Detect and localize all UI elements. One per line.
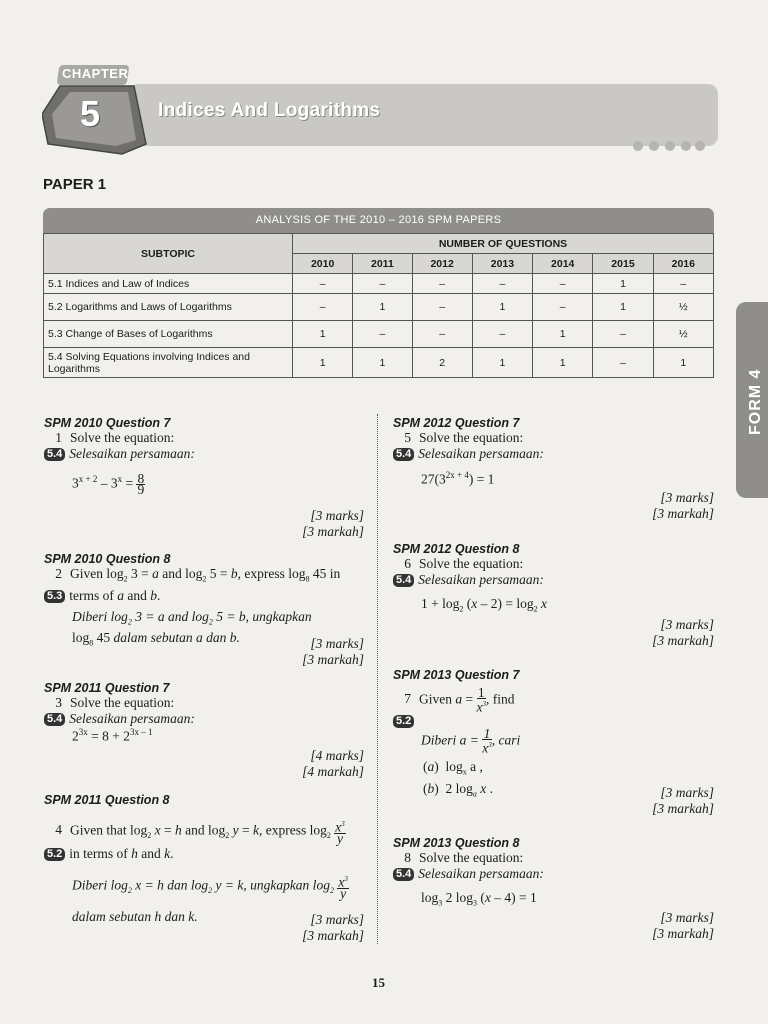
- equation: $\log_3 2$ $\log_3 (x - 4) = 1$: [421, 890, 537, 908]
- cell: –: [533, 294, 593, 321]
- question-number: 1: [55, 430, 62, 445]
- question-text-ms: Selesaikan persamaan:: [69, 446, 195, 461]
- table-row: [44, 321, 714, 348]
- subtopic-badge: 5.4: [44, 713, 65, 726]
- paper-heading: PAPER 1: [43, 176, 107, 193]
- marks: [590, 617, 714, 649]
- table-row: [44, 274, 714, 294]
- question-number: 4: [55, 822, 62, 838]
- question-number: 7: [404, 691, 411, 707]
- question-text-en: Solve the equation:: [419, 556, 524, 571]
- decorative-dots-icon: [628, 140, 708, 154]
- marks: [590, 785, 714, 817]
- subtopic-badge: 5.4: [393, 574, 414, 587]
- year-header: 2013: [472, 254, 532, 274]
- marks-ms: [3 markah]: [652, 926, 714, 941]
- marks: [240, 636, 364, 668]
- cell: –: [412, 294, 472, 321]
- subtopic-header: SUBTOPIC: [44, 234, 293, 274]
- row-label: 5.4 Solving Equations involving Indices and Logarithms: [44, 348, 293, 378]
- cell: –: [353, 321, 412, 348]
- cell: 1: [533, 348, 593, 378]
- question-heading: SPM 2013 Question 7: [393, 668, 520, 682]
- marks-en: [3 marks]: [660, 490, 714, 505]
- cell: 1: [472, 294, 532, 321]
- marks: [240, 508, 364, 540]
- row-label: 5.2 Logarithms and Laws of Logarithms: [44, 294, 293, 321]
- cell: ½: [653, 321, 713, 348]
- cell: 1: [593, 274, 653, 294]
- question-heading: SPM 2011 Question 7: [44, 681, 170, 695]
- equation: $27(3^{2x + 4}) = 1$: [421, 470, 495, 487]
- cell: 1: [293, 348, 353, 378]
- question-heading: SPM 2010 Question 8: [44, 552, 171, 566]
- question-6: [393, 542, 547, 614]
- question-text-ms: Selesaikan persamaan:: [418, 866, 544, 881]
- cell: 1: [353, 294, 412, 321]
- question-number: 2: [55, 566, 62, 581]
- row-label: 5.3 Change of Bases of Logarithms: [44, 321, 293, 348]
- marks-ms: [3 markah]: [302, 652, 364, 667]
- column-divider: [377, 414, 378, 944]
- subtopic-badge: 5.2: [44, 848, 65, 861]
- equation: $3^{x + 2} - 3^x$ = $\frac{8}{9}$: [72, 471, 145, 497]
- subtopic-badge: 5.4: [393, 868, 414, 881]
- question-heading: SPM 2013 Question 8: [393, 836, 520, 850]
- equation: $2^{3x} = 8 + 2^{3x - 1}$: [72, 727, 153, 744]
- question-number: 3: [55, 695, 62, 710]
- question-text-ms: Selesaikan persamaan:: [418, 572, 544, 587]
- subtopic-badge: 5.4: [44, 448, 65, 461]
- analysis-table-title: ANALYSIS OF THE 2010 – 2016 SPM PAPERS: [43, 208, 714, 233]
- marks: [240, 748, 364, 780]
- cell: –: [353, 274, 412, 294]
- cell: –: [472, 274, 532, 294]
- question-text-ms: Selesaikan persamaan:: [69, 711, 195, 726]
- marks-en: [3 marks]: [660, 617, 714, 632]
- chapter-label: CHAPTER: [62, 66, 129, 81]
- question-text-en: Solve the equation:: [70, 695, 175, 710]
- marks-ms: [3 markah]: [652, 633, 714, 648]
- table-row: [44, 294, 714, 321]
- question-text-en: Solve the equation:: [419, 850, 524, 865]
- year-header: 2011: [353, 254, 412, 274]
- analysis-table: [43, 208, 714, 378]
- question-text-en: Solve the equation:: [70, 430, 175, 445]
- subtopic-badge: 5.2: [393, 715, 414, 728]
- marks-ms: [4 markah]: [302, 764, 364, 779]
- marks-ms: [3 markah]: [652, 506, 714, 521]
- question-heading: SPM 2012 Question 7: [393, 416, 520, 430]
- subtopic-badge: 5.3: [44, 590, 65, 603]
- marks: [240, 912, 364, 944]
- question-heading: SPM 2012 Question 8: [393, 542, 520, 556]
- cell: –: [293, 294, 353, 321]
- question-number: 5: [404, 430, 411, 445]
- question-7: SPM 2013 Question 7 7 Given a = $\frac{1}{x^3}$ , find 5.2 Diberi a = $\frac{1}{x^3}$ , cari (a) $\log_x a$ , (b) 2 $\log_a x$ .: [393, 668, 713, 802]
- cell: 1: [533, 321, 593, 348]
- chapter-number: 5: [80, 93, 101, 134]
- marks-ms: [3 markah]: [302, 928, 364, 943]
- year-header: 2014: [533, 254, 593, 274]
- page-number: 15: [372, 975, 385, 990]
- subtopic-badge: 5.4: [393, 448, 414, 461]
- cell: 1: [293, 321, 353, 348]
- cell: –: [472, 321, 532, 348]
- questions-header: NUMBER OF QUESTIONS: [293, 234, 714, 254]
- question-text-ms: Selesaikan persamaan:: [418, 446, 544, 461]
- cell: –: [412, 274, 472, 294]
- year-header: 2016: [653, 254, 713, 274]
- marks-ms: [3 markah]: [302, 524, 364, 539]
- question-text-en: Solve the equation:: [419, 430, 524, 445]
- marks-en: [3 marks]: [660, 910, 714, 925]
- cell: 1: [593, 294, 653, 321]
- cell: ½: [653, 294, 713, 321]
- marks-en: [3 marks]: [310, 636, 364, 651]
- cell: –: [533, 274, 593, 294]
- question-heading: SPM 2010 Question 7: [44, 416, 171, 430]
- cell: –: [293, 274, 353, 294]
- row-label: 5.1 Indices and Law of Indices: [44, 274, 293, 294]
- cell: 1: [653, 348, 713, 378]
- question-heading: SPM 2011 Question 8: [44, 793, 170, 807]
- cell: –: [593, 321, 653, 348]
- equation: $1 + \log_2 (x - 2) = \log_2 x$: [421, 596, 547, 614]
- year-header: 2015: [593, 254, 653, 274]
- marks-en: [3 marks]: [310, 912, 364, 927]
- question-2: SPM 2010 Question 8 2 Given $\log_2 3 = a$ and $\log_2 5 = b$, express $\log_8 45$ in 5.3 terms of a and b. Diberi $\log_2 3 = a$ and $\log_2 5 = b$, ungkapkan $\log_8 45$ dalam sebutan a dan b.: [44, 552, 368, 652]
- question-number: 6: [404, 556, 411, 571]
- question-4: SPM 2011 Question 8 4 Given that $\log_2 x = h$ and $\log_2 y = k$, express $\log_2$ $\frac{x^3}{y}$ 5.2 in terms of h and k. Diberi $\log_2 x = h$ dan $\log_2 y = k$, ungkapkan $\log_2$ $\frac{x^3}{y}$ dalam sebutan h dan k.: [44, 793, 374, 925]
- question-number: 8: [404, 850, 411, 865]
- cell: –: [412, 321, 472, 348]
- question-1: [44, 416, 195, 495]
- cell: –: [653, 274, 713, 294]
- question-3: [44, 681, 195, 745]
- question-5: [393, 416, 544, 488]
- cell: 1: [353, 348, 412, 378]
- chapter-title: Indices And Logarithms: [158, 100, 381, 121]
- cell: 2: [412, 348, 472, 378]
- marks-en: [3 marks]: [660, 785, 714, 800]
- table-row: [44, 348, 714, 378]
- cell: –: [593, 348, 653, 378]
- question-8: [393, 836, 544, 908]
- marks-en: [4 marks]: [310, 748, 364, 763]
- form-side-tab-label: FORM 4: [747, 368, 764, 436]
- cell: 1: [472, 348, 532, 378]
- year-header: 2012: [412, 254, 472, 274]
- marks-ms: [3 markah]: [652, 801, 714, 816]
- year-header: 2010: [293, 254, 353, 274]
- marks-en: [3 marks]: [310, 508, 364, 523]
- marks: [590, 910, 714, 942]
- marks: [590, 490, 714, 522]
